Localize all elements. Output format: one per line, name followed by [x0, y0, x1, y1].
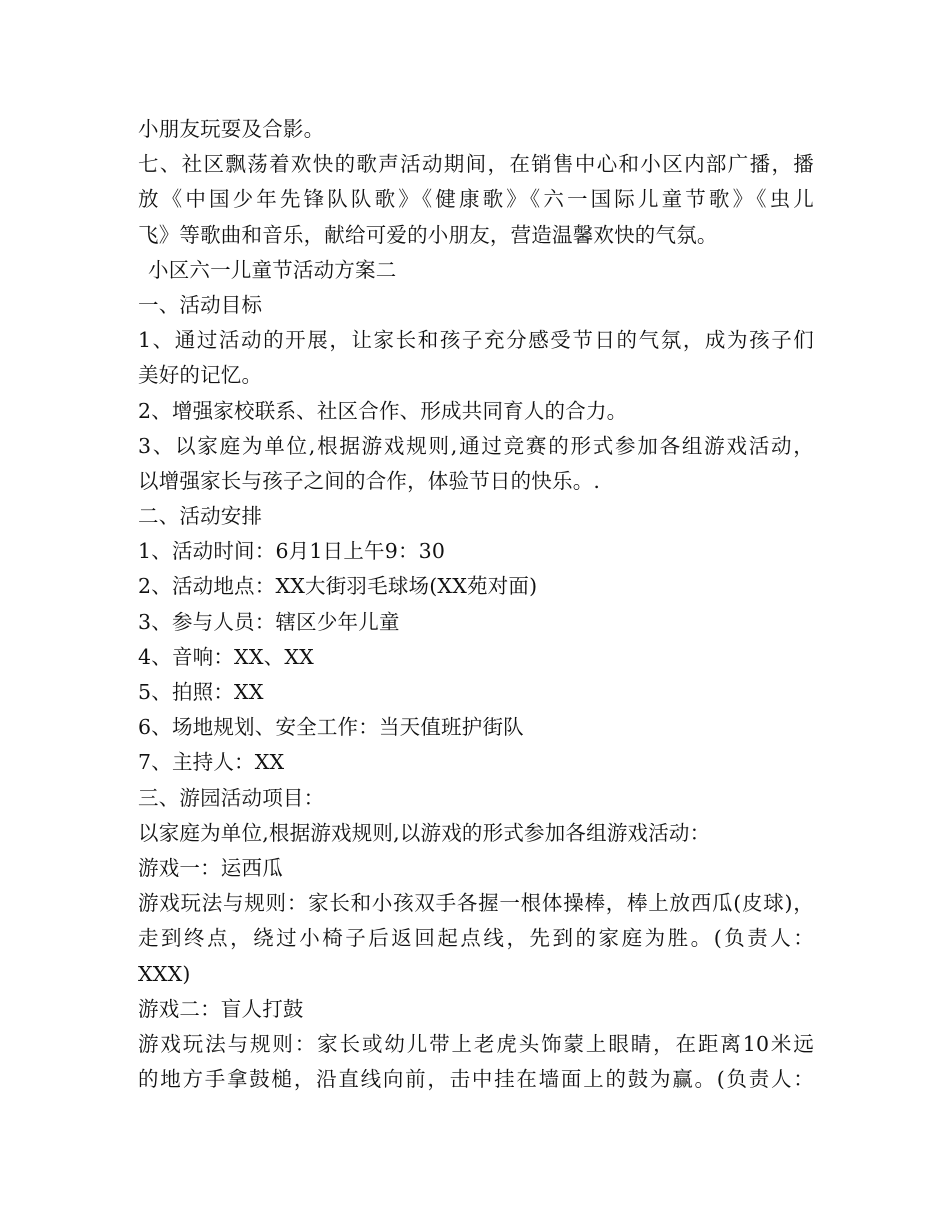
text-line: 3、以家庭为单位,根据游戏规则,通过竞赛的形式参加各组游戏活动， — [138, 433, 814, 458]
text-line: 3、参与人员：辖区少年儿童 — [138, 609, 400, 634]
text-line: 1、通过活动的开展，让家长和孩子充分感受节日的气氛，成为孩子们 — [138, 328, 814, 353]
text-line: 游戏玩法与规则：家长或幼儿带上老虎头饰蒙上眼睛，在距离10米远 — [138, 1031, 814, 1056]
text-line: 以家庭为单位,根据游戏规则,以游戏的形式参加各组游戏活动： — [138, 820, 711, 845]
text-line: 二、活动安排 — [138, 504, 263, 529]
text-line: 游戏二：盲人打鼓 — [138, 996, 304, 1021]
text-line: 游戏玩法与规则：家长和小孩双手各握一根体操棒，棒上放西瓜(皮球)， — [138, 891, 814, 916]
text-line: XXX) — [138, 961, 191, 986]
text-line: 2、增强家校联系、社区合作、形成共同育人的合力。 — [138, 398, 628, 423]
text-line: 2、活动地点：XX大街羽毛球场(XX苑对面) — [138, 574, 538, 599]
text-line: 的地方手拿鼓槌，沿直线向前，击中挂在墙面上的鼓为赢。(负责人： — [138, 1067, 814, 1092]
document-page — [138, 112, 828, 1097]
text-line: 5、拍照：XX — [138, 680, 264, 704]
text-line: 小朋友玩耍及合影。 — [138, 117, 325, 141]
text-line: 4、音响：XX、XX — [138, 644, 314, 669]
text-line: 以增强家长与孩子之间的合作，体验节日的快乐。. — [138, 468, 601, 493]
text-line: 7、主持人：XX — [138, 750, 285, 775]
text-line: 放《中国少年先锋队队歌》《健康歌》《六一国际儿童节歌》《虫儿 — [138, 187, 814, 212]
text-line: 美好的记忆。 — [138, 363, 263, 388]
section-title: 小区六一儿童节活动方案二 — [148, 257, 397, 282]
text-line: 三、游园活动项目： — [138, 785, 325, 810]
text-line: 游戏一：运西瓜 — [138, 855, 283, 880]
text-line: 1、活动时间：6月1日上午9：30 — [138, 539, 446, 564]
text-line: 走到终点，绕过小椅子后返回起点线，先到的家庭为胜。(负责人： — [138, 926, 814, 951]
text-line: 七、社区飘荡着欢快的歌声活动期间，在销售中心和小区内部广播，播 — [138, 152, 814, 177]
text-line: 一、活动目标 — [138, 292, 263, 317]
text-line: 飞》等歌曲和音乐，献给可爱的小朋友，营造温馨欢快的气氛。 — [138, 222, 718, 247]
text-line: 6、场地规划、安全工作：当天值班护街队 — [138, 715, 524, 740]
